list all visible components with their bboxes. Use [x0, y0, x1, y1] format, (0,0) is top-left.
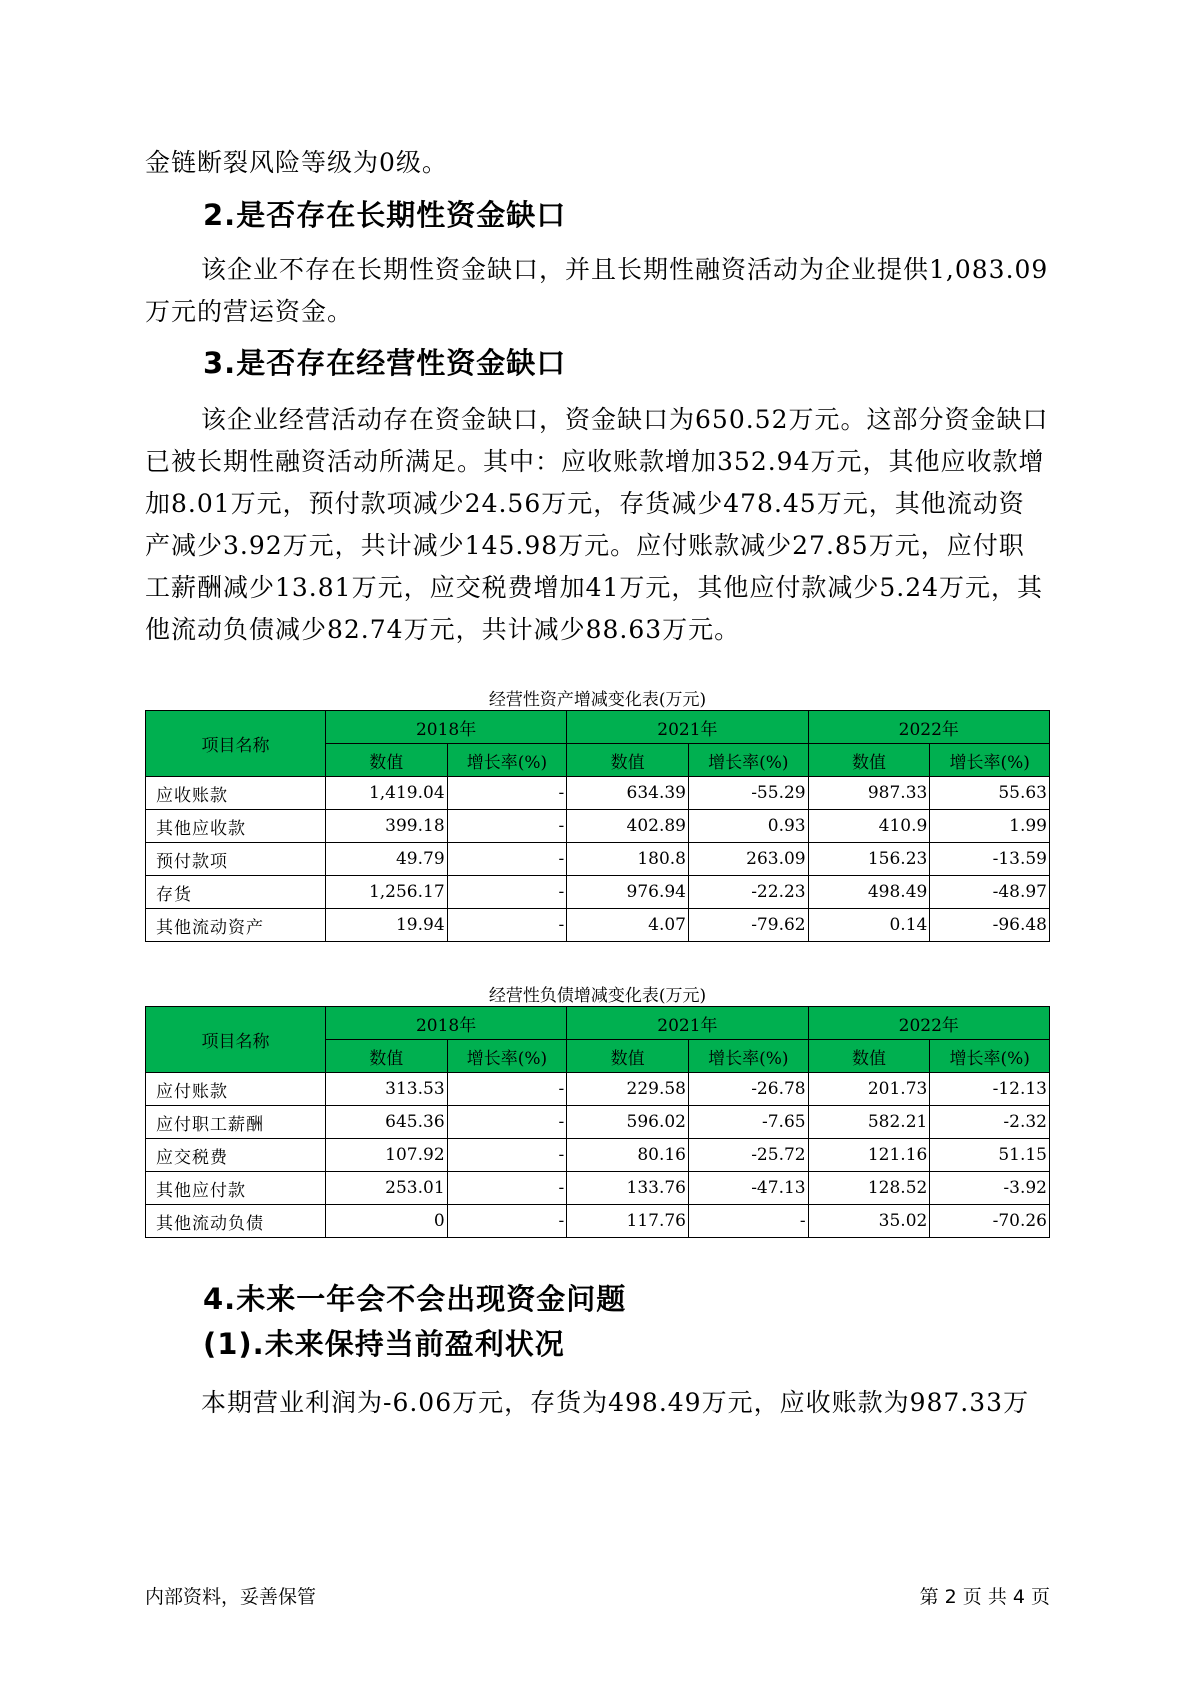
cell-growth: -2.32 [930, 1106, 1050, 1139]
cell-value: 121.16 [808, 1139, 930, 1172]
cell-growth: -47.13 [689, 1172, 809, 1205]
cell-value: 410.9 [808, 810, 930, 843]
row-label: 应付职工薪酬 [146, 1106, 326, 1139]
cell-value: 19.94 [325, 909, 447, 942]
header-value: 数值 [325, 1040, 447, 1073]
row-label: 存货 [146, 876, 326, 909]
header-value: 数值 [808, 1040, 930, 1073]
row-label: 应付账款 [146, 1073, 326, 1106]
row-label: 应交税费 [146, 1139, 326, 1172]
paragraph-long-term-gap: 该企业不存在长期性资金缺口，并且长期性融资活动为企业提供1,083.09万元的营运资金。 [145, 255, 1049, 326]
paragraph-risk-level: 金链断裂风险等级为0级。 [145, 148, 448, 177]
header-growth: 增长率(%) [689, 1040, 809, 1073]
cell-growth: 51.15 [930, 1139, 1050, 1172]
table-row [146, 1172, 1050, 1205]
table-row [146, 843, 1050, 876]
table-row [146, 1205, 1050, 1238]
cell-value: 229.58 [567, 1073, 689, 1106]
cell-value: 596.02 [567, 1106, 689, 1139]
heading-operating-gap: 3.是否存在经营性资金缺口 [203, 346, 567, 380]
cell-growth: 0.93 [689, 810, 809, 843]
table-caption-liabilities: 经营性负债增减变化表(万元) [488, 986, 707, 1006]
row-label: 其他应收款 [146, 810, 326, 843]
row-label: 其他应付款 [146, 1172, 326, 1205]
row-label: 预付款项 [146, 843, 326, 876]
table-row [146, 909, 1050, 942]
table-operating-assets [145, 710, 1050, 942]
header-growth: 增长率(%) [689, 744, 809, 777]
header-year-2018: 2018年 [325, 1007, 566, 1040]
cell-growth: - [447, 1139, 567, 1172]
cell-growth: - [447, 810, 567, 843]
cell-value: 4.07 [567, 909, 689, 942]
cell-growth: - [447, 1106, 567, 1139]
header-year-2021: 2021年 [567, 711, 808, 744]
cell-growth: -22.23 [689, 876, 809, 909]
cell-growth: - [447, 1073, 567, 1106]
header-value: 数值 [567, 744, 689, 777]
cell-value: 399.18 [325, 810, 447, 843]
row-label: 其他流动资产 [146, 909, 326, 942]
table-row [146, 876, 1050, 909]
footer-confidential: 内部资料，妥善保管 [145, 1586, 317, 1608]
cell-value: 634.39 [567, 777, 689, 810]
header-year-2018: 2018年 [325, 711, 566, 744]
header-item-name: 项目名称 [146, 711, 326, 777]
cell-growth: - [447, 1172, 567, 1205]
heading-long-term-gap: 2.是否存在长期性资金缺口 [203, 198, 567, 232]
heading-keep-profit: (1).未来保持当前盈利状况 [203, 1327, 565, 1361]
cell-value: 498.49 [808, 876, 930, 909]
heading-future-funding: 4.未来一年会不会出现资金问题 [203, 1282, 627, 1316]
table-row [146, 1106, 1050, 1139]
cell-value: 1,256.17 [325, 876, 447, 909]
row-label: 其他流动负债 [146, 1205, 326, 1238]
cell-value: 253.01 [325, 1172, 447, 1205]
cell-value: 402.89 [567, 810, 689, 843]
cell-growth: 263.09 [689, 843, 809, 876]
cell-value: 313.53 [325, 1073, 447, 1106]
cell-value: 201.73 [808, 1073, 930, 1106]
cell-value: 180.8 [567, 843, 689, 876]
table-operating-liabilities [145, 1006, 1050, 1238]
cell-growth: -48.97 [930, 876, 1050, 909]
header-value: 数值 [808, 744, 930, 777]
cell-value: 1,419.04 [325, 777, 447, 810]
header-item-name: 项目名称 [146, 1007, 326, 1073]
cell-value: 133.76 [567, 1172, 689, 1205]
cell-growth: -3.92 [930, 1172, 1050, 1205]
row-label: 应收账款 [146, 777, 326, 810]
cell-growth: -70.26 [930, 1205, 1050, 1238]
header-growth: 增长率(%) [447, 1040, 567, 1073]
cell-value: 128.52 [808, 1172, 930, 1205]
cell-growth: -13.59 [930, 843, 1050, 876]
cell-value: 976.94 [567, 876, 689, 909]
cell-growth: -96.48 [930, 909, 1050, 942]
cell-growth: -26.78 [689, 1073, 809, 1106]
cell-growth: - [447, 876, 567, 909]
paragraph-operating-gap: 该企业经营活动存在资金缺口，资金缺口为650.52万元。这部分资金缺口已被长期性融资活动所满足。其中：应收账款增加352.94万元，其他应收款增加8.01万元，预付款项减少24.56万元，存货减少478.45万元，其他流动资产减少3.92万元，共计减少145.98万元。应付账款减少27.85万元，应付职工薪酬减少13.81万元，应交税费增加41万元，其他应付款减少5.24万元，其他流动负债减少82.74万元，共计减少88.63万元。 [145, 405, 1049, 644]
header-value: 数值 [567, 1040, 689, 1073]
cell-value: 582.21 [808, 1106, 930, 1139]
footer-page-number: 第 2 页 共 4 页 [919, 1586, 1050, 1608]
table-caption-assets: 经营性资产增减变化表(万元) [488, 690, 707, 710]
cell-growth: -55.29 [689, 777, 809, 810]
cell-growth: -12.13 [930, 1073, 1050, 1106]
table-row [146, 1139, 1050, 1172]
header-growth: 增长率(%) [930, 744, 1050, 777]
cell-growth: - [689, 1205, 809, 1238]
cell-value: 987.33 [808, 777, 930, 810]
cell-growth: -79.62 [689, 909, 809, 942]
cell-growth: 1.99 [930, 810, 1050, 843]
cell-growth: -7.65 [689, 1106, 809, 1139]
cell-value: 107.92 [325, 1139, 447, 1172]
header-growth: 增长率(%) [447, 744, 567, 777]
header-value: 数值 [325, 744, 447, 777]
cell-growth: - [447, 777, 567, 810]
header-growth: 增长率(%) [930, 1040, 1050, 1073]
table-row [146, 777, 1050, 810]
cell-value: 156.23 [808, 843, 930, 876]
cell-value: 117.76 [567, 1205, 689, 1238]
cell-value: 645.36 [325, 1106, 447, 1139]
header-year-2022: 2022年 [808, 1007, 1049, 1040]
cell-value: 80.16 [567, 1139, 689, 1172]
cell-growth: - [447, 909, 567, 942]
cell-value: 35.02 [808, 1205, 930, 1238]
table-row [146, 810, 1050, 843]
cell-growth: 55.63 [930, 777, 1050, 810]
header-year-2021: 2021年 [567, 1007, 808, 1040]
cell-growth: - [447, 843, 567, 876]
cell-value: 49.79 [325, 843, 447, 876]
table-row [146, 1073, 1050, 1106]
cell-growth: - [447, 1205, 567, 1238]
cell-value: 0.14 [808, 909, 930, 942]
cell-growth: -25.72 [689, 1139, 809, 1172]
cell-value: 0 [325, 1205, 447, 1238]
header-year-2022: 2022年 [808, 711, 1049, 744]
paragraph-operating-profit: 本期营业利润为-6.06万元，存货为498.49万元，应收账款为987.33万 [201, 1388, 1030, 1417]
